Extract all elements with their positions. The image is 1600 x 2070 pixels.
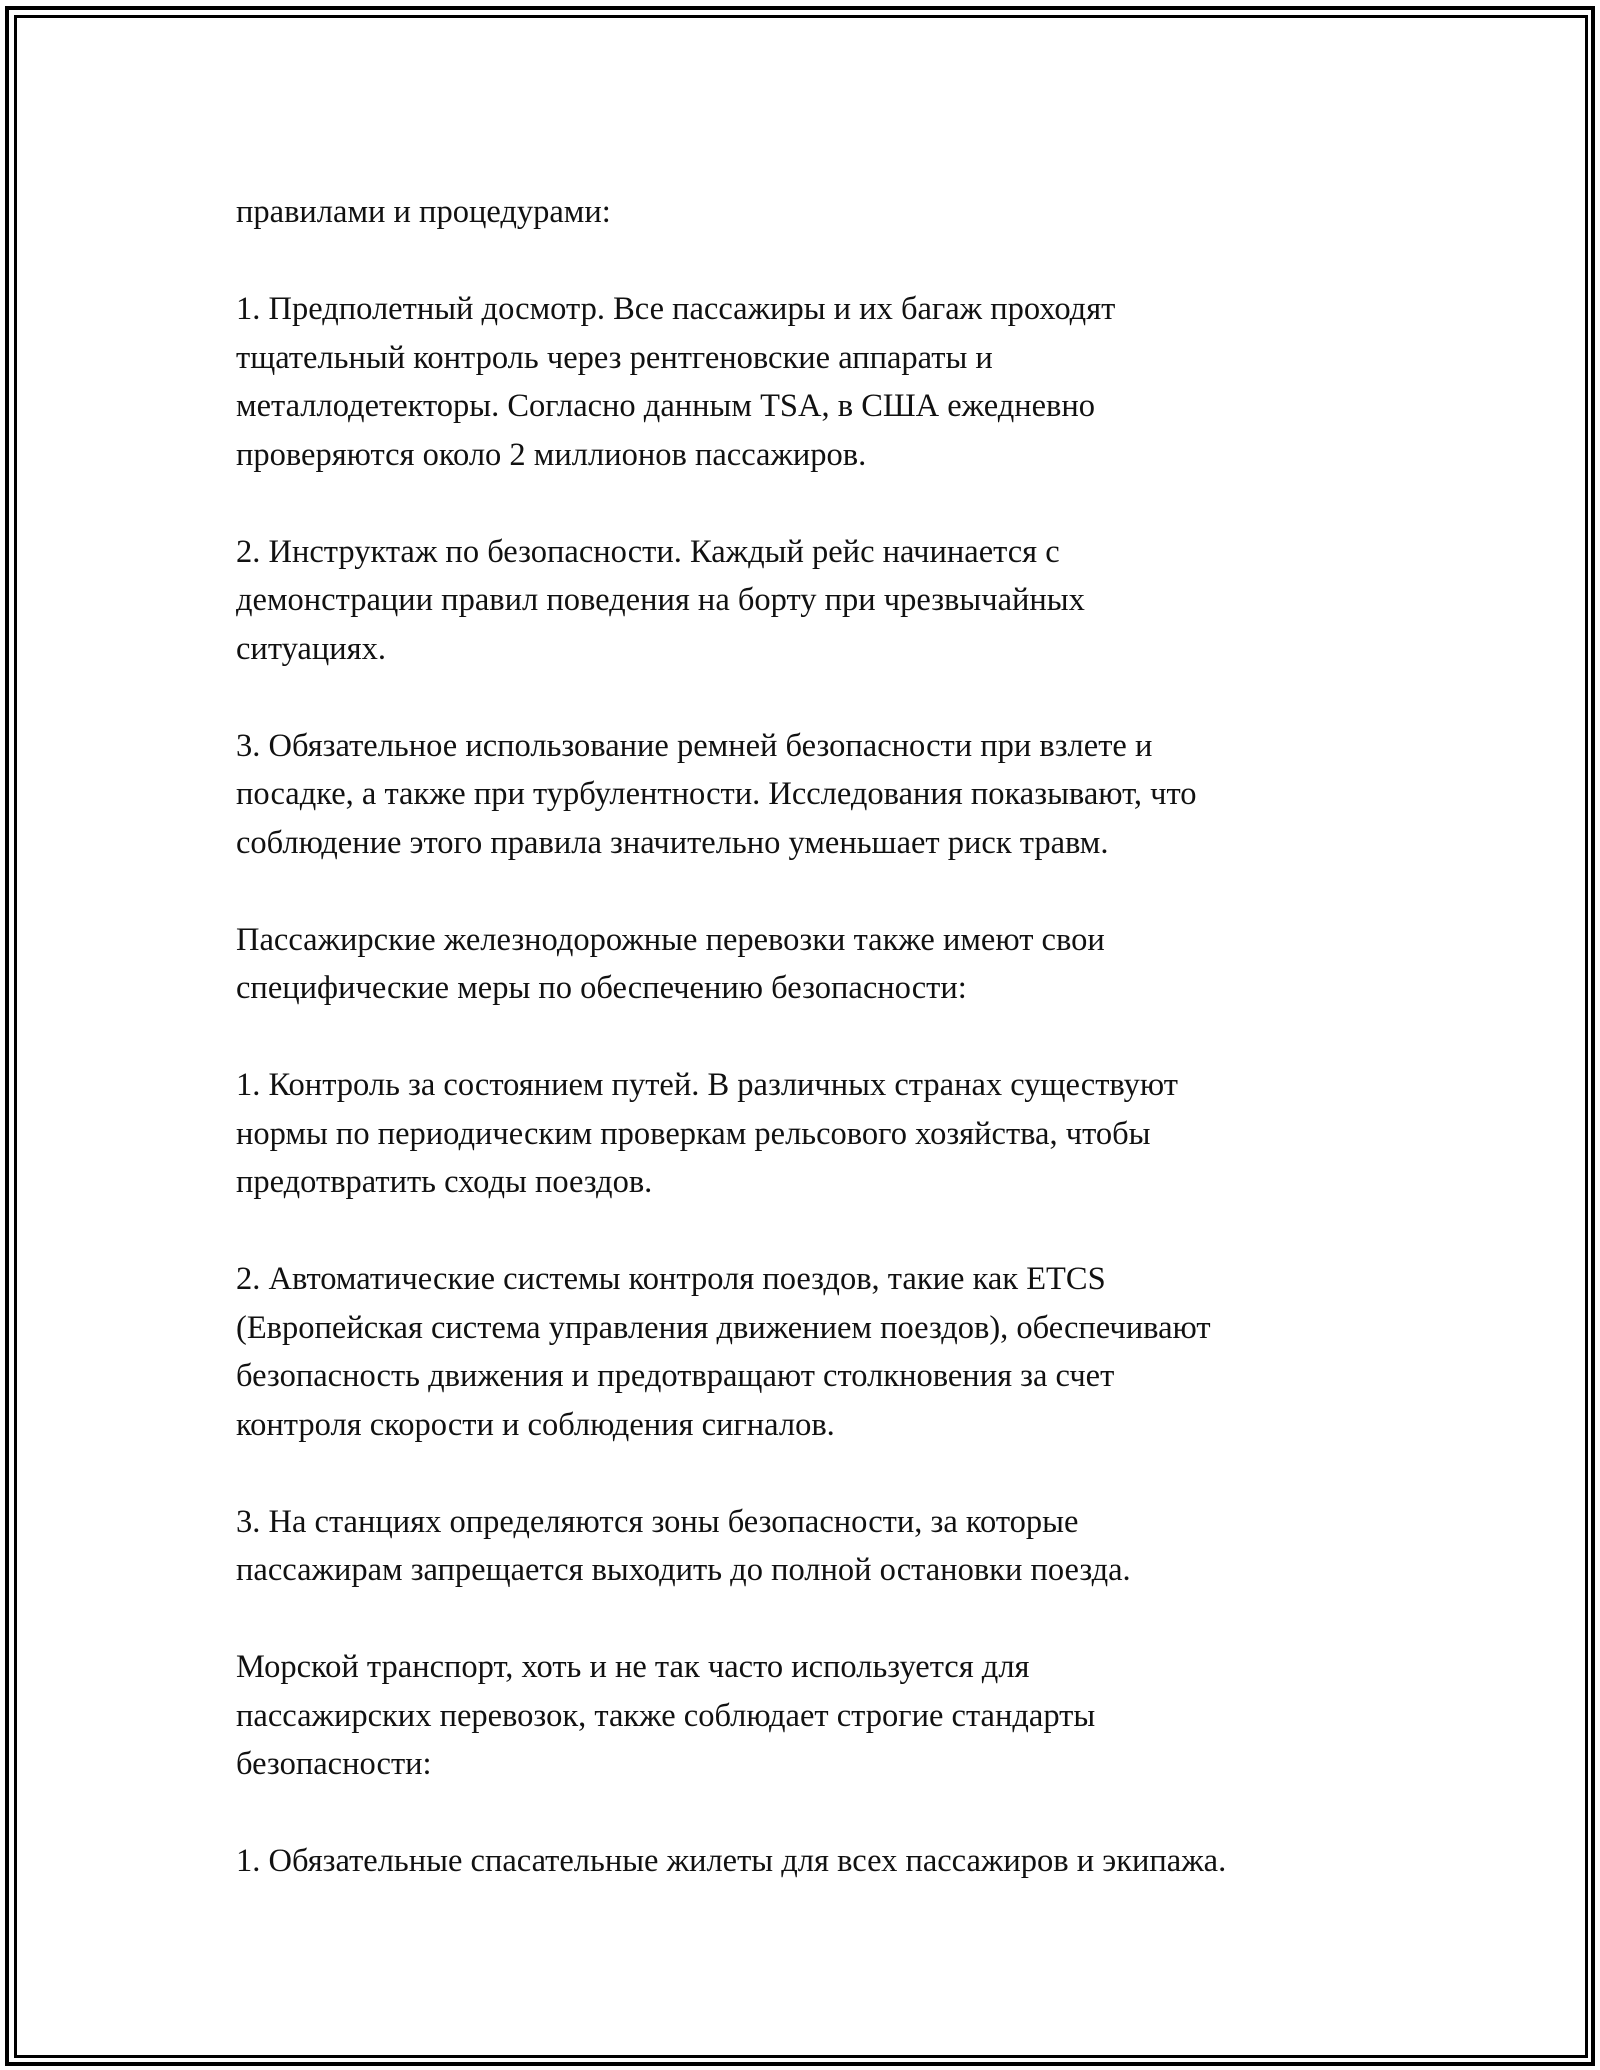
text-line: проверяются около 2 миллионов пассажиров. [236, 436, 867, 473]
text-line: (Европейская система управления движением поездов), обеспечивают [236, 1309, 1211, 1346]
text-line: пассажирских перевозок, также соблюдает строгие стандарты [236, 1697, 1096, 1734]
text-line: 1. Контроль за состоянием путей. В различных странах существуют [236, 1067, 1178, 1103]
text-line: 2. Автоматические системы контроля поездов, такие как ETCS [236, 1261, 1106, 1297]
paragraph [236, 188, 1416, 237]
paragraph [236, 1498, 1416, 1595]
text-line: 3. Обязательное использование ремней безопасности при взлете и [236, 727, 1153, 764]
document-body [236, 188, 1416, 1934]
text-line: нормы по периодическим проверкам рельсового хозяйства, чтобы [236, 1115, 1151, 1152]
paragraph [236, 1061, 1416, 1207]
text-line: Пассажирские железнодорожные перевозки также имеют свои [236, 921, 1105, 958]
text-line: контроля скорости и соблюдения сигналов. [236, 1406, 835, 1443]
paragraph [236, 1837, 1416, 1886]
text-line: пассажирам запрещается выходить до полной остановки поезда. [236, 1552, 1131, 1588]
text-line: 2. Инструктаж по безопасности. Каждый рейс начинается с [236, 533, 1060, 570]
text-line: Морской транспорт, хоть и не так часто используется для [236, 1649, 1030, 1685]
text-line: демонстрации правил поведения на борту при чрезвычайных [236, 582, 1085, 618]
paragraph [236, 1255, 1416, 1449]
text-line: металлодетекторы. Согласно данным TSA, в США ежедневно [236, 388, 1096, 424]
text-line: соблюдение этого правила значительно уменьшает риск травм. [236, 824, 1109, 861]
paragraph [236, 916, 1416, 1013]
paragraph [236, 528, 1416, 674]
text-line: 3. На станциях определяются зоны безопасности, за которые [236, 1503, 1079, 1540]
text-line: ситуациях. [236, 630, 386, 667]
text-line: тщательный контроль через рентгеновские аппараты и [236, 339, 993, 376]
text-line: 1. Обязательные спасательные жилеты для всех пассажиров и экипажа. [236, 1843, 1227, 1879]
paragraph [236, 285, 1416, 479]
text-line: 1. Предполетный досмотр. Все пассажиры и их багаж проходят [236, 291, 1116, 327]
text-line: безопасность движения и предотвращают столкновения за счет [236, 1358, 1115, 1394]
paragraph [236, 1643, 1416, 1789]
text-line: безопасности: [236, 1746, 432, 1782]
text-line: правилами и процедурами: [236, 194, 611, 230]
paragraph [236, 722, 1416, 868]
text-line: посадке, а также при турбулентности. Исследования показывают, что [236, 776, 1197, 812]
text-line: специфические меры по обеспечению безопасности: [236, 970, 967, 1006]
text-line: предотвратить сходы поездов. [236, 1164, 653, 1200]
